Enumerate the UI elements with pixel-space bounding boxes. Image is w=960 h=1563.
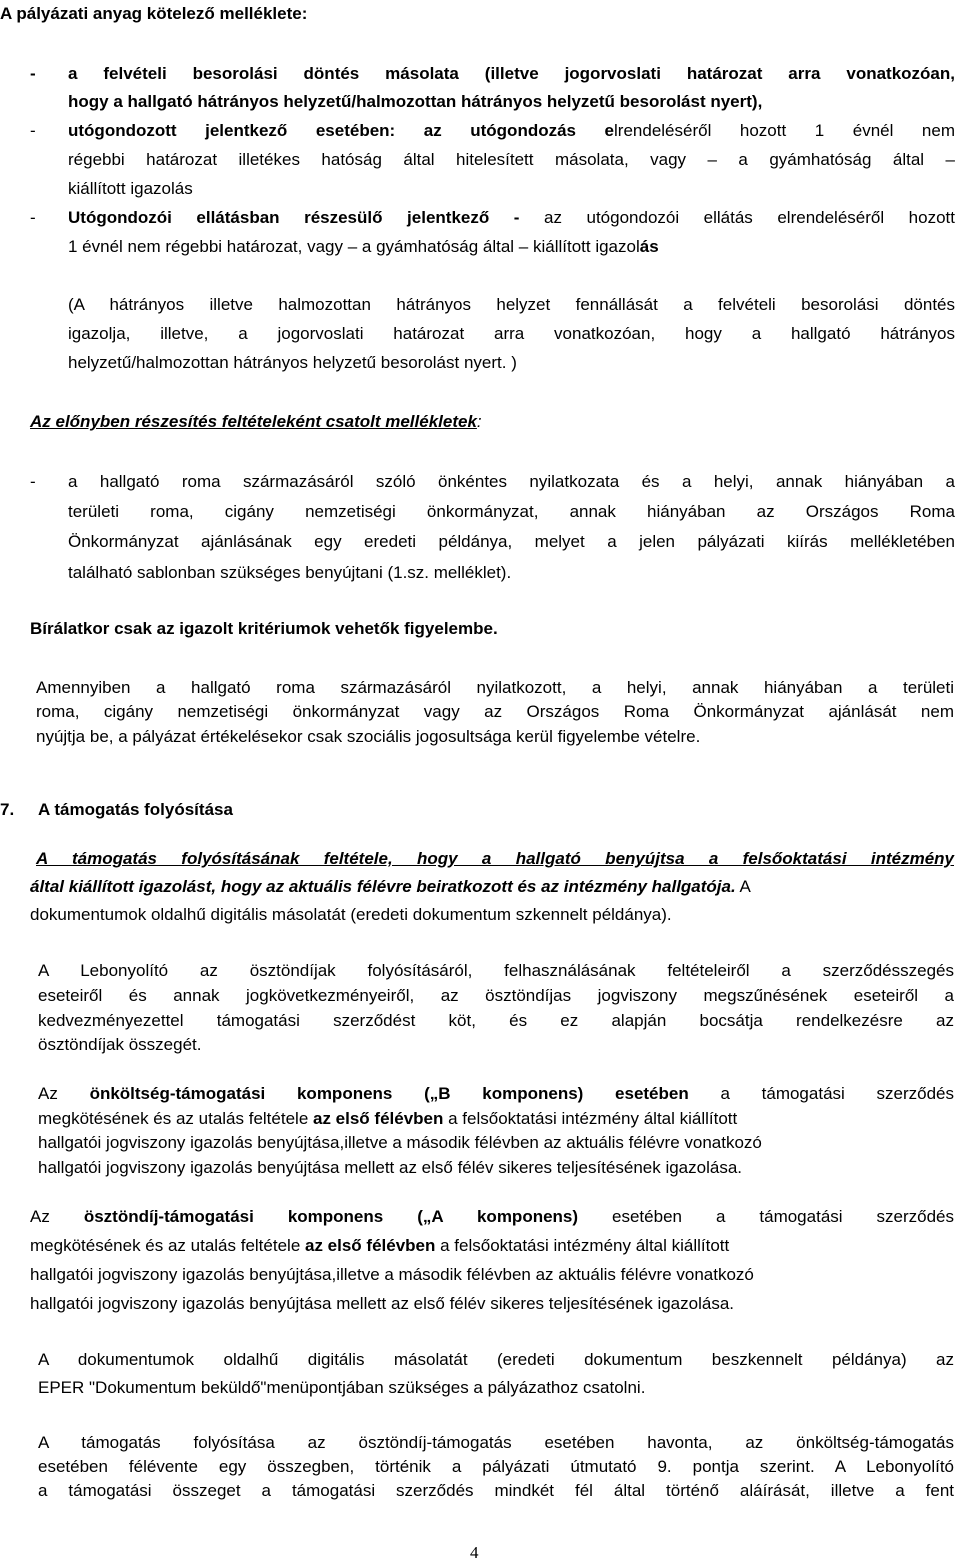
- b-component-line: [38, 1109, 737, 1129]
- list-dash: -: [30, 472, 36, 491]
- text-run: Az: [30, 1207, 84, 1226]
- section-number: 7.: [0, 800, 15, 819]
- heading: A pályázati anyag kötelező melléklete:: [0, 4, 308, 23]
- list-item-line: a felvételi besorolási döntés másolata (illetve jogorvoslati határozat arra vonatkozóan,: [68, 64, 955, 83]
- list-item-line: kiállított igazolás: [68, 179, 193, 198]
- roma-item-line: Önkormányzat ajánlásának egy eredeti példánya, melyet a jelen pályázati kiírás mellékletében: [68, 532, 955, 551]
- text-run: a támogatási szerződés: [688, 1084, 954, 1103]
- page-number: 4: [470, 1543, 479, 1562]
- text-run: lrendeléséről hozott 1 évnél nem: [614, 121, 956, 140]
- a-component-line: hallgatói jogviszony igazolás benyújtása,illetve a második félévben az aktuális félévre vonatkozó: [30, 1265, 754, 1284]
- text-run: a felsőoktatási intézmény által kiállított: [443, 1109, 738, 1128]
- text-run: esetében a támogatási szerződés: [578, 1207, 955, 1226]
- preference-heading: [30, 412, 482, 432]
- text-run: 1 évnél nem régebbi határozat, vagy – a gyámhatóság által – kiállított igazol: [68, 237, 640, 256]
- lebonyolito-line: ösztöndíjak összegét.: [38, 1035, 202, 1054]
- lebonyolito-line: eseteiről és annak jogkövetkezményeiről, az ösztöndíjas jogviszony megszűnésének eseteiről a: [38, 986, 954, 1005]
- bold-run: az első félévben: [313, 1109, 444, 1128]
- payment-line: A támogatás folyósítása az ösztöndíj-támogatás esetében havonta, az önköltség-támogatás: [38, 1433, 954, 1452]
- text-run: Az: [38, 1084, 90, 1103]
- a-component-line: hallgatói jogviszony igazolás benyújtása mellett az első félév sikeres teljesítésének igazolása.: [30, 1294, 734, 1313]
- note-line: (A hátrányos illetve halmozottan hátrányos helyzet fennállását a felvételi besorolási döntés: [68, 295, 955, 314]
- lebonyolito-line: A Lebonyolító az ösztöndíjak folyósításáról, felhasználásának feltételeiről a szerződésszegés: [38, 961, 954, 980]
- eper-line: A dokumentumok oldalhű digitális másolatát (eredeti dokumentum beszkennelt példánya) az: [38, 1350, 954, 1369]
- lebonyolito-line: kedvezményezettel támogatási szerződést köt, és ez alapján bocsátja rendelkezésre az: [38, 1011, 954, 1030]
- b-component-line: hallgatói jogviszony igazolás benyújtása mellett az első félév sikeres teljesítésének igazolása.: [38, 1158, 742, 1177]
- payment-line: esetében félévente egy összegben, történik a pályázati útmutató 9. pontja szerint. A Lebonyolító: [38, 1457, 954, 1476]
- heading-text: Az előnyben részesítés feltételeként csatolt mellékletek: [30, 412, 477, 431]
- note-line: helyzetű/halmozottan hátrányos helyzetű besorolást nyert. ): [68, 353, 517, 372]
- payment-line: a támogatási összeget a támogatási szerződés mindkét fél által történő aláírását, illetve a fent: [38, 1481, 954, 1500]
- bold-run: az első félévben: [305, 1236, 436, 1255]
- roma-item-line: területi roma, cigány nemzetiségi önkormányzat, annak hiányában az Országos Roma: [68, 502, 955, 521]
- a-component-line: [30, 1236, 729, 1256]
- text-run: megkötésének és az utalás feltétele: [38, 1109, 313, 1128]
- text-run: A: [735, 877, 751, 896]
- b-component-line: [38, 1084, 954, 1104]
- bold-run: önköltség-támogatási komponens („B komponens) esetében: [89, 1084, 689, 1103]
- list-dash: -: [30, 208, 36, 227]
- heading-colon: :: [476, 412, 482, 431]
- roma-para-line: Amennyiben a hallgató roma származásáról nyilatkozott, a helyi, annak hiányában a területi: [36, 678, 954, 697]
- roma-para-line: nyújtja be, a pályázat értékelésekor csak szociális jogosultsága kerül figyelembe vételre.: [36, 727, 701, 746]
- section-title: A támogatás folyósítása: [38, 800, 233, 819]
- list-item-line: [68, 121, 955, 141]
- note-line: igazolja, illetve, a jogorvoslati határozat arra vonatkozóan, hogy a hallgató hátrányos: [68, 324, 955, 343]
- list-dash: -: [30, 64, 36, 83]
- list-item-line: régebbi határozat illetékes hatóság által hitelesített másolata, vagy – a gyámhatóság által –: [68, 150, 955, 169]
- bold-run: ás: [639, 237, 659, 256]
- list-item-line: hogy a hallgató hátrányos helyzetű/halmozottan hátrányos helyzetű besorolást nyert),: [68, 92, 763, 111]
- roma-para-line: roma, cigány nemzetiségi önkormányzat vagy az Országos Roma Önkormányzat ajánlását nem: [36, 702, 954, 721]
- text-run: a felsőoktatási intézmény által kiállított: [435, 1236, 730, 1255]
- review-note: Bírálatkor csak az igazolt kritériumok vehetők figyelembe.: [30, 619, 498, 638]
- text-run: az utógondozói ellátás elrendeléséről hozott: [519, 208, 955, 227]
- bold-run: ösztöndíj-támogatási komponens („A komponens): [83, 1207, 579, 1226]
- roma-item-line: a hallgató roma származásáról szóló önkéntes nyilatkozata és a helyi, annak hiányában a: [68, 472, 955, 491]
- list-item-line: [68, 237, 659, 257]
- bold-run: Utógondozói ellátásban részesülő jelentkező -: [68, 208, 520, 227]
- bold-italic-run: által kiállított igazolást, hogy az aktuális félévre beiratkozott és az intézmény hallgatója.: [30, 877, 736, 896]
- b-component-line: hallgatói jogviszony igazolás benyújtása,illetve a második félévben az aktuális félévre vonatkozó: [38, 1133, 762, 1152]
- condition-line: [30, 877, 751, 897]
- eper-line: EPER "Dokumentum beküldő"menüpontjában szükséges a pályázathoz csatolni.: [38, 1378, 646, 1397]
- bold-run: utógondozott jelentkező esetében: az utógondozás e: [68, 121, 615, 140]
- text-run: megkötésének és az utalás feltétele: [30, 1236, 305, 1255]
- list-dash: -: [30, 121, 36, 140]
- roma-item-line: található sablonban szükséges benyújtani (1.sz. melléklet).: [68, 563, 512, 582]
- condition-line: dokumentumok oldalhű digitális másolatát (eredeti dokumentum szkennelt példánya).: [30, 905, 672, 924]
- list-item-line: [68, 208, 955, 228]
- a-component-line: [30, 1207, 954, 1227]
- condition-line: A támogatás folyósításának feltétele, hogy a hallgató benyújtsa a felsőoktatási intézmény: [36, 849, 954, 868]
